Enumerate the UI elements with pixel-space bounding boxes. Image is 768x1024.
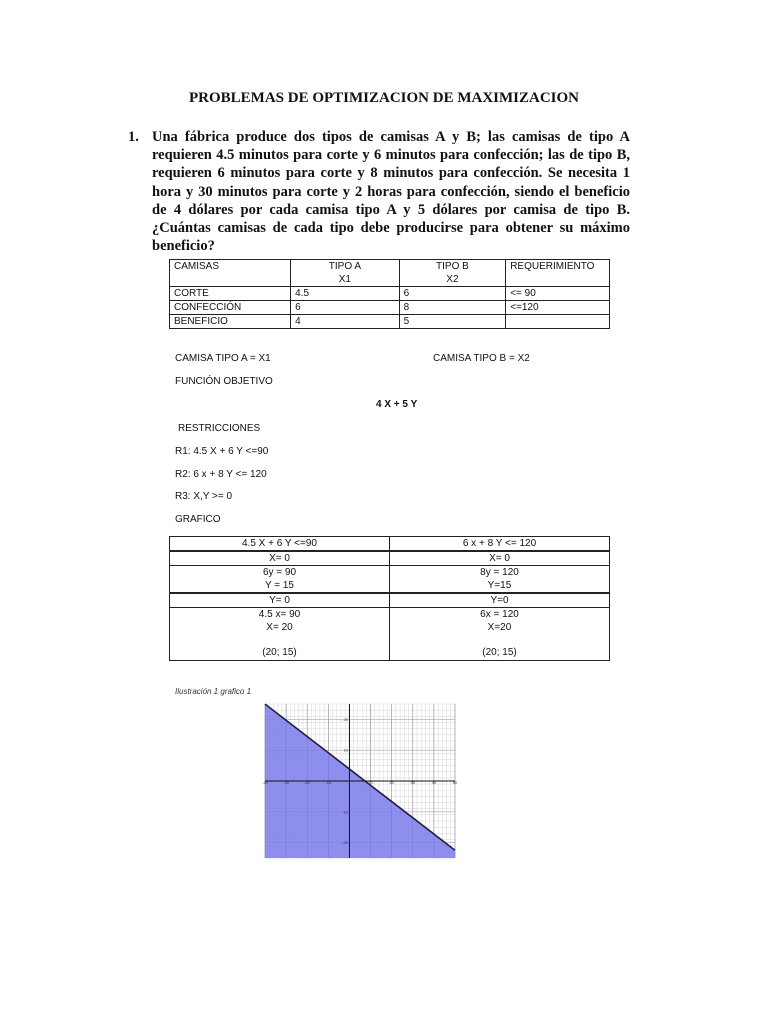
x-tick-label: -10	[325, 780, 332, 785]
table-cell: 6	[399, 287, 506, 301]
cell-line: (20; 15)	[482, 647, 517, 658]
header-cell: 6 x + 8 Y <= 120	[390, 537, 610, 552]
cell-line: X=20	[487, 622, 512, 633]
cell-line: 4.5 x= 90	[258, 609, 301, 620]
x-tick-label: 40	[431, 780, 437, 785]
header-line: TIPO A	[328, 261, 361, 272]
graph-label: GRAFICO	[175, 514, 221, 525]
table-row	[170, 566, 610, 594]
header-line: X2	[446, 274, 459, 285]
y-tick-label: 20	[343, 716, 348, 722]
table-cell	[170, 608, 390, 661]
restriction-3: R3: X,Y >= 0	[175, 491, 233, 502]
objective-label: FUNCIÓN OBJETIVO	[175, 376, 273, 387]
table-cell: 5	[399, 315, 506, 329]
cell-line: 6y = 90	[262, 567, 297, 578]
table-cell: Y=0	[390, 593, 610, 608]
x-tick-label: 30	[410, 780, 416, 785]
data-table	[169, 259, 610, 329]
header-cell	[399, 260, 506, 287]
restriction-1: R1: 4.5 X + 6 Y <=90	[175, 446, 269, 457]
table-row	[170, 287, 610, 301]
x-tick-label: -30	[283, 780, 290, 785]
table-row	[170, 301, 610, 315]
cell-line: Y=15	[487, 580, 512, 591]
header-cell	[291, 260, 400, 287]
feasible-region-chart	[263, 700, 457, 870]
table-cell	[506, 315, 610, 329]
table-cell: <= 90	[506, 287, 610, 301]
table-header-row	[170, 537, 610, 552]
table-cell: 6	[291, 301, 400, 315]
problem-number: 1.	[128, 129, 139, 145]
header-cell: REQUERIMIENTO	[506, 260, 610, 287]
table-cell: CONFECCIÓN	[170, 301, 291, 315]
cell-line: 8y = 120	[480, 567, 519, 578]
table-cell	[170, 566, 390, 594]
x-tick-label: -40	[262, 780, 268, 785]
table-cell	[390, 566, 610, 594]
x-tick-label: 50	[452, 780, 458, 785]
table-row	[170, 315, 610, 329]
variable-b-label: CAMISA TIPO B = X2	[433, 353, 530, 364]
table-cell: BENEFICIO	[170, 315, 291, 329]
header-line: X1	[338, 274, 351, 285]
x-tick-label: 20	[389, 780, 394, 785]
problem-statement	[128, 128, 630, 255]
header-cell: CAMISAS	[170, 260, 291, 287]
y-tick-label: -10	[342, 809, 348, 815]
table-cell: X= 0	[170, 551, 390, 566]
y-tick-label: 10	[343, 747, 348, 753]
table-row	[170, 551, 610, 566]
restriction-2: R2: 6 x + 8 Y <= 120	[175, 469, 267, 480]
intercepts-table	[169, 536, 610, 661]
document-title: PROBLEMAS DE OPTIMIZACION DE MAXIMIZACION	[188, 90, 580, 106]
table-cell	[390, 608, 610, 661]
cell-line: 6x = 120	[480, 609, 519, 620]
table-row	[170, 608, 610, 661]
table-cell: 8	[399, 301, 506, 315]
x-tick-label: 10	[368, 780, 373, 785]
table-cell: X= 0	[390, 551, 610, 566]
problem-text: Una fábrica produce dos tipos de camisas A y B; las camisas de tipo A requieren 4.5 minutos para corte y 6 minutos para confección; las de tipo B, requieren 6 minutos para corte y 8 minutos para confección. Se necesita 1 hora y 30 minutos para corte y 2 horas para confección, siendo el beneficio de 4 dólares por cada camisa tipo A y 5 dólares por camisa de tipo B. ¿Cuántas camisas de cada tipo debe producirse para obtener su máximo beneficio?	[152, 129, 630, 255]
table-cell: <=120	[506, 301, 610, 315]
table-cell: CORTE	[170, 287, 291, 301]
table-cell: 4	[291, 315, 400, 329]
objective-function: 4 X + 5 Y	[376, 399, 418, 410]
table-header-row	[170, 260, 610, 287]
y-tick-label: -20	[342, 840, 348, 846]
header-cell: 4.5 X + 6 Y <=90	[170, 537, 390, 552]
cell-line: (20; 15)	[262, 647, 297, 658]
restrictions-label: RESTRICCIONES	[178, 423, 261, 434]
cell-line: Y = 15	[264, 580, 294, 591]
figure-caption: Ilustración 1 grafico 1	[175, 687, 252, 696]
table-row	[170, 593, 610, 608]
variable-a-label: CAMISA TIPO A = X1	[175, 353, 271, 364]
x-tick-label: -20	[304, 780, 311, 785]
cell-line: X= 20	[266, 622, 293, 633]
header-line: TIPO B	[436, 261, 469, 272]
table-cell: 4.5	[291, 287, 400, 301]
table-cell: Y= 0	[170, 593, 390, 608]
